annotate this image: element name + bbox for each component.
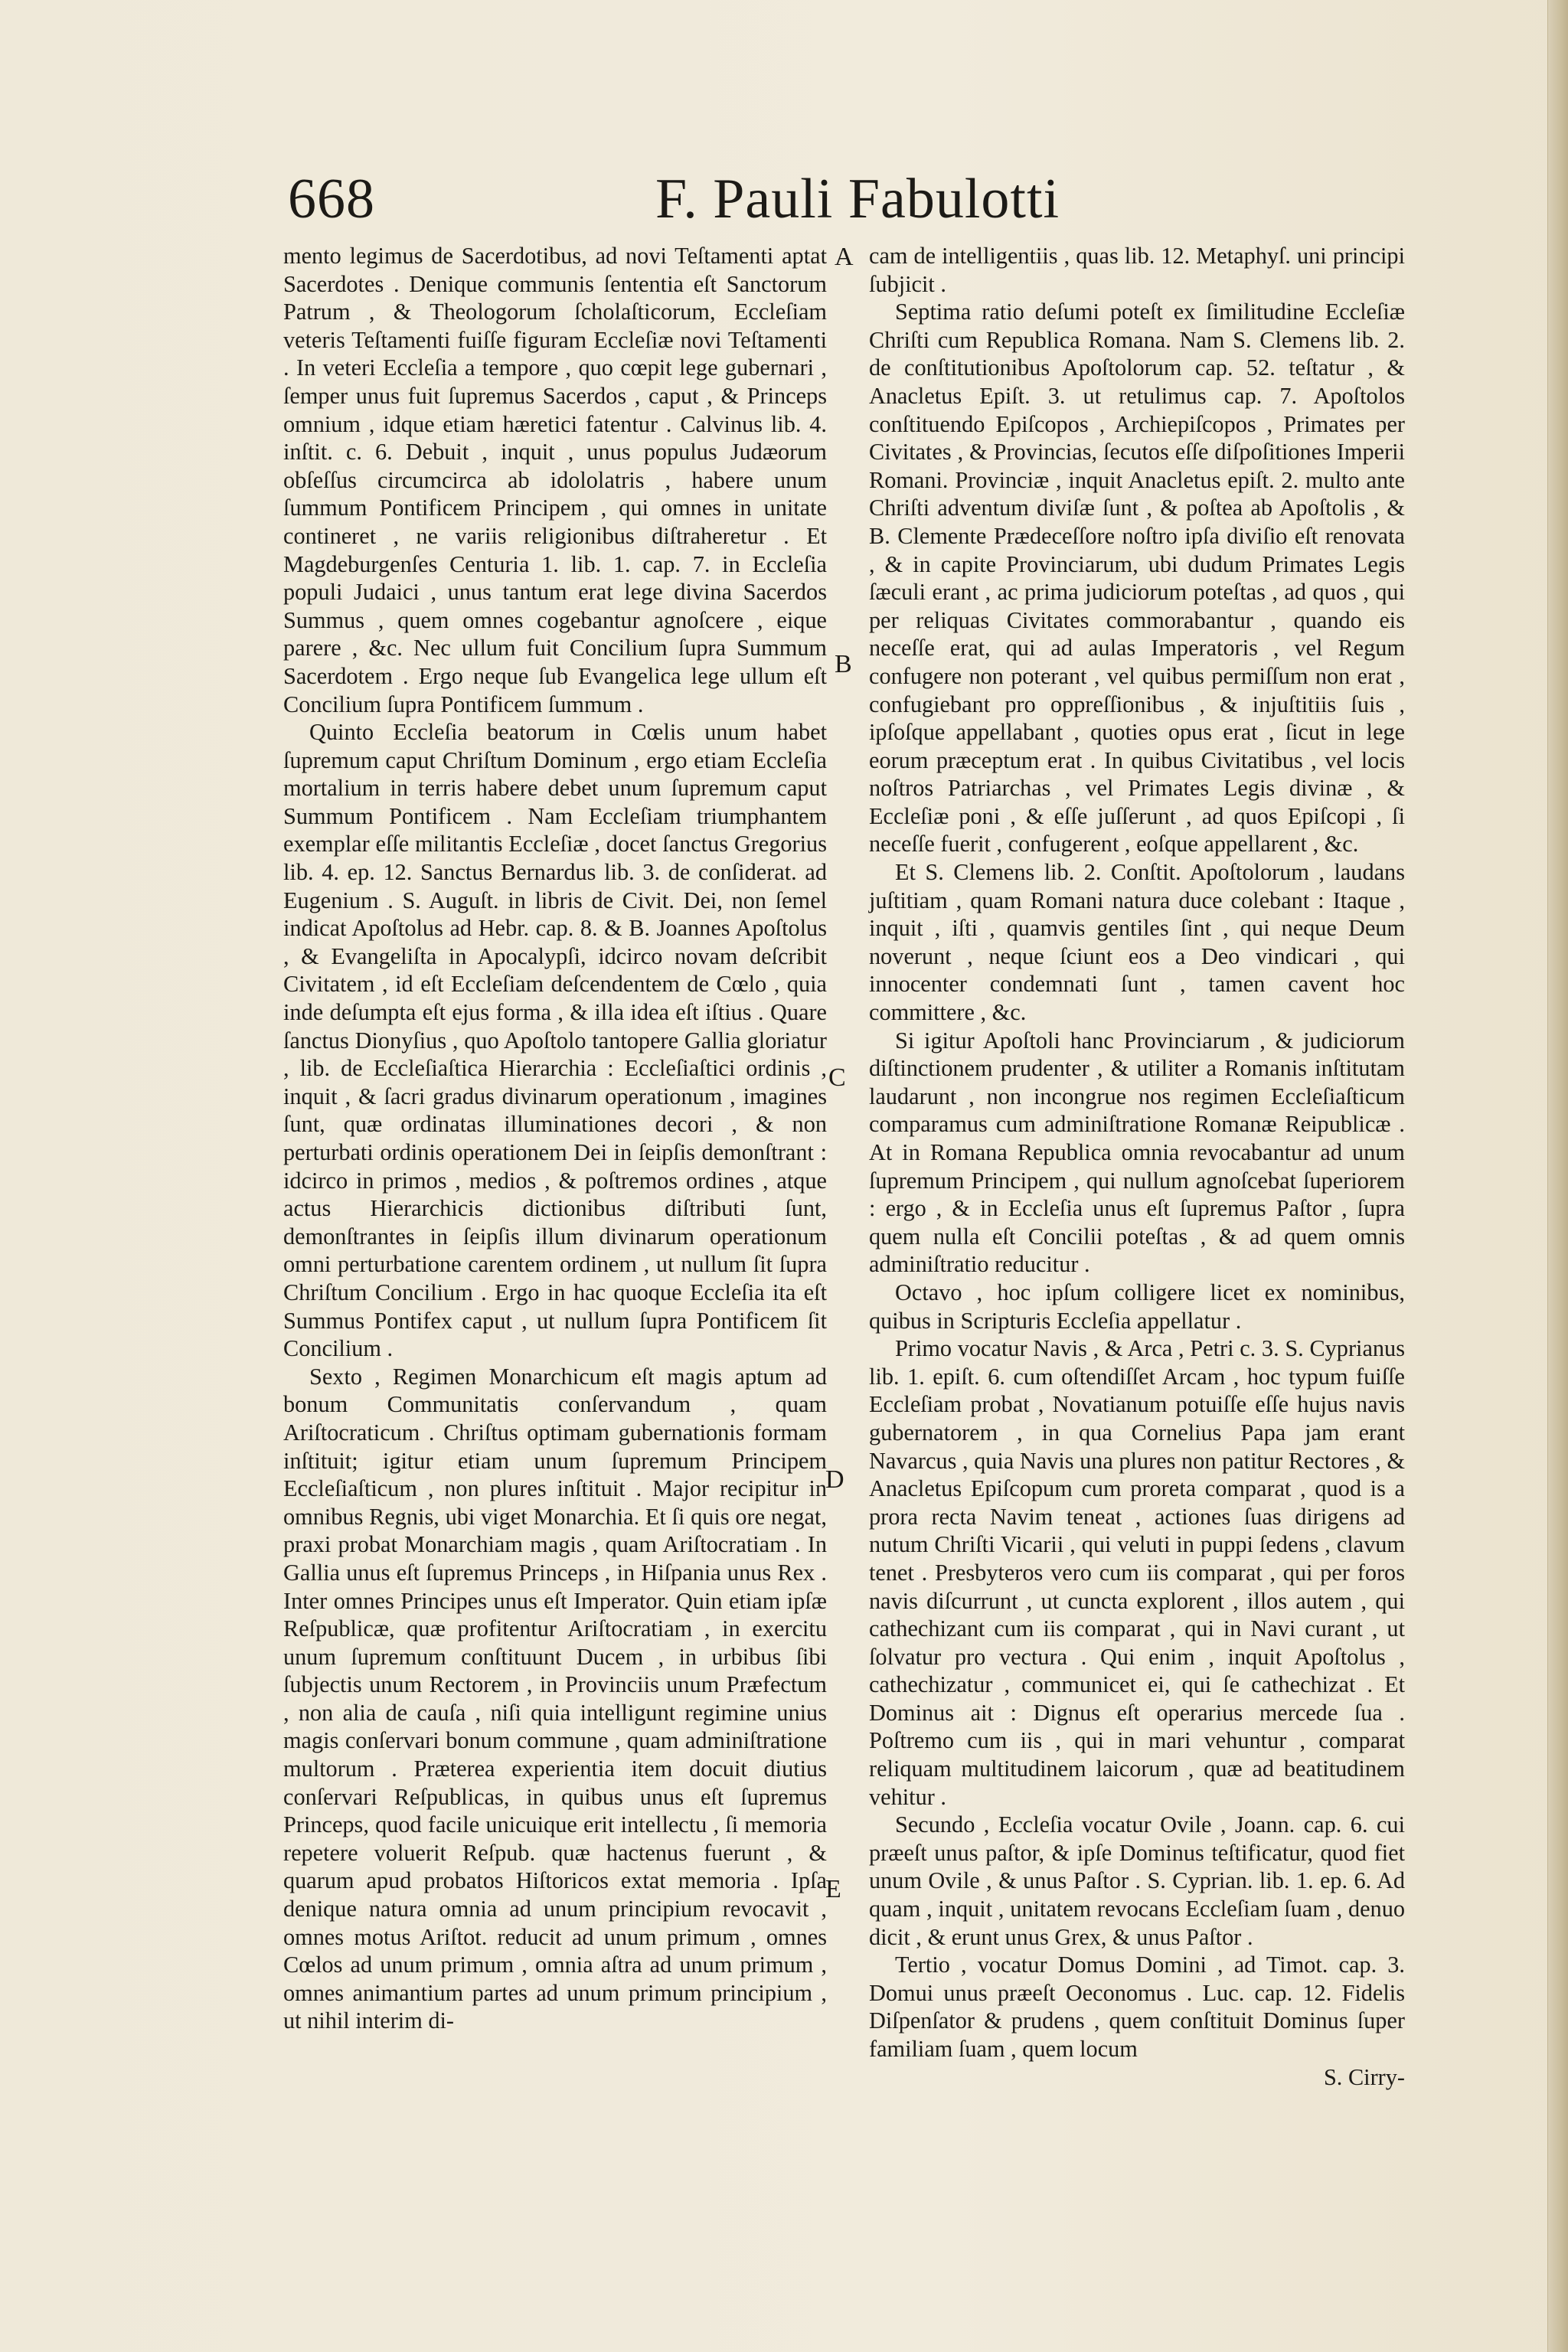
margin-marker-d: D bbox=[825, 1465, 844, 1494]
catchword: S. Cirry- bbox=[1323, 2063, 1405, 2090]
paragraph: Tertio , vocatur Domus Domini , ad Timot. cap. 3. Domui unus præeſt Oeconomus . Luc. cap. 12. Fidelis Diſpenſator & prudens , quem conſtituit Dominus ſuper familiam ſuam , quem locum bbox=[869, 1952, 1405, 2062]
margin-marker-b: B bbox=[835, 650, 852, 678]
right-column bbox=[869, 242, 1405, 2091]
paragraph: Quinto Eccleſia beatorum in Cœlis unum habet ſupremum caput Chriſtum Dominum , ergo etiam Eccleſia mortalium in terris habere debet unum ſupremum caput Summum Pontificem . Nam Eccleſiam triumphantem exemplar eſſe militantis Eccleſiæ , docet ſanctus Gregorius lib. 4. ep. 12. Sanctus Bernardus lib. 3. de conſiderat. ad Eugenium . S. Auguſt. in libris de Civit. Dei, non ſemel indicat Apoſtolus ad Hebr. cap. 8. & B. Joannes Apoſtolus , & Evangeliſta in Apocalypſi, idcirco novam deſcribit Civitatem , id eſt Eccleſiam deſcendentem de Cœlo , quia inde deſumpta eſt ejus forma , & illa idea eſt iſtius . Quare ſanctus Dionyſius , quo Apoſtolo tantopere Gallia gloriatur , lib. de Eccleſiaſtica Hierarchia : Eccleſiaſtici ordinis , inquit , & ſacri gradus divinarum operationum , imagines ſunt, quæ ordinatas illuminationes decori , & non perturbati ordinis operationem Dei in ſeipſis demonſtrant : idcirco in primos , medios , & poſtremos ordines , atque actus Hierarchicis dictionibus diſtributi ſunt, demonſtrantes in ſeipſis illum divinarum operationum omni perturbatione carentem ordinem , ut nullum ſit ſupra Chriſtum Concilium . Ergo in hac quoque Eccleſia ita eſt Summus Pontifex caput , ut nullum ſupra Pontificem ſit Concilium . bbox=[283, 719, 827, 1362]
paragraph: Sexto , Regimen Monarchicum eſt magis aptum ad bonum Communitatis conſervandum , quam Ariſtocraticum . Chriſtus optimam gubernationis formam inſtituit; igitur etiam unum ſupremum Principem Eccleſiaſticum , non plures inſtituit . Major recipitur in omnibus Regnis, ubi viget Monarchia. Et ſi quis ore negat, praxi probat Monarchiam magis , quam Ariſtocratiam . In Gallia unus eſt ſupremus Princeps , in Hiſpania unus Rex . Inter omnes Principes unus eſt Imperator. Quin etiam ipſæ Reſpublicæ, quæ profitentur Ariſtocratiam , in exercitu unum ſupremum conſtituunt Ducem , in urbibus ſibi ſubjectis unum Rectorem , in Provinciis unum Præfectum , non alia de cauſa , niſi quia intelligunt regimine unius magis conſervari bonum commune , quam adminiſtratione multorum . Præterea experientia item docuit diutius conſervari Reſpublicas, in quibus unus eſt ſupremus Princeps, quod facile unicuique erit intellectu , ſi memoria repetere voluerit Reſpub. quæ hactenus fuerunt , & quarum apud probatos Hiſtoricos extat memoria . Ipſa denique natura omnia ad unum principium revocavit , omnes motus Ariſtot. reducit ad unum primum , omnes Cœlos ad unum primum , omnia aſtra ad unum primum , omnes animantium partes ad unum primum principium , ut nihil interim di- bbox=[283, 1363, 827, 2034]
paragraph: mento legimus de Sacerdotibus, ad novi Teſtamenti aptat Sacerdotes . Denique communis ſententia eſt Sanctorum Patrum , & Theologorum ſcholaſticorum, Eccleſiam veteris Teſtamenti fuiſſe figuram Eccleſiæ novi Teſtamenti . In veteri Eccleſia a tempore , quo cœpit lege gubernari , ſemper unus fuit ſupremus Sacerdos , caput , & Princeps omnium , idque etiam hæretici fatentur . Calvinus lib. 4. inſtit. c. 6. Debuit , inquit , unus populus Judæorum obſeſſus circumcirca ab idololatris , habere unum ſummum Pontificem Principem , qui omnes in unitate contineret , ne variis religionibus diſtraheretur . Et Magdeburgenſes Centuria 1. lib. 1. cap. 7. in Eccleſia populi Judaici , unus tantum erat lege divina Sacerdos Summus , quem omnes cogebantur agnoſcere , eique parere , &c. Nec ullum fuit Concilium ſupra Summum Sacerdotem . Ergo neque ſub Evangelica lege ullum eſt Concilium ſupra Pontificem ſummum . bbox=[283, 243, 827, 717]
paragraph: cam de intelligentiis , quas lib. 12. Metaphyſ. uni principi ſubjicit . bbox=[869, 243, 1405, 297]
margin-marker-a: A bbox=[835, 243, 854, 271]
margin-marker-e: E bbox=[825, 1875, 841, 1903]
page-header bbox=[288, 161, 1406, 237]
running-title: F. Pauli Fabulotti bbox=[655, 168, 1060, 230]
left-column bbox=[283, 242, 827, 2035]
page-number: 668 bbox=[288, 168, 375, 230]
paragraph: Si igitur Apoſtoli hanc Provinciarum , & judiciorum diſtinctionem prudenter , & utiliter a Romanis inſtitutam laudarunt , non incongrue nos regimen Eccleſiaſticum comparamus cum adminiſtratione Romanæ Reipublicæ . At in Romana Republica omnia revocabantur ad unum ſupremum Principem , qui nullum agnoſcebat ſuperiorem : ergo , & in Eccleſia unus eſt ſupremus Paſtor , ſupra quem nulla eſt Concilii poteſtas , & ad quem omnis adminiſtratio reducitur . bbox=[869, 1027, 1405, 1278]
page-edge bbox=[1547, 0, 1568, 2352]
paragraph: Septima ratio deſumi poteſt ex ſimilitudine Eccleſiæ Chriſti cum Republica Romana. Nam S. Clemens lib. 2. de conſtitutionibus Apoſtolorum cap. 52. teſtatur , & Anacletus Epiſt. 3. ut retulimus cap. 7. Apoſtolos conſtituendo Epiſcopos , Archiepiſcopos , Primates per Civitates , & Provincias, ſecutos eſſe diſpoſitiones Imperii Romani. Provinciæ , inquit Anacletus epiſt. 2. multo ante Chriſti adventum diviſæ ſunt , & poſtea ab Apoſtolis , & B. Clemente Prædeceſſore noſtro ipſa diviſio eſt renovata , & in capite Provinciarum, ubi dudum Primates Legis ſæculi erant , ac prima judiciorum poteſtas , ad quos , qui per reliquas Civitates commorabantur , quando eis neceſſe erat, qui ad aulas Imperatoris , vel Regum confugere non poterant , vel quibus permiſſum non erat , confugiebant pro oppreſſionibus , & injuſtitiis ſuis , ipſoſque appellabant , quoties opus erat , ſicut in lege eorum præceptum erat . In quibus Civitatibus , vel locis noſtros Patriarchas , vel Primates Legis divinæ , & Eccleſiæ poni , & eſſe juſſerunt , ad quos Epiſcopi , ſi neceſſe fuerit , confugerent , eoſque appellarent , &c. bbox=[869, 299, 1405, 858]
margin-marker-c: C bbox=[828, 1063, 846, 1092]
paragraph: Secundo , Eccleſia vocatur Ovile , Joann. cap. 6. cui præeſt unus paſtor, & ipſe Dominus teſtificatur, quod fiet unum Ovile , & unus Paſtor . S. Cyprian. lib. 1. ep. 6. Ad quam , inquit , unitatem revocans Eccleſiam ſuam , denuo dicit , & erunt unus Grex, & unus Paſtor . bbox=[869, 1811, 1405, 1950]
paragraph: Primo vocatur Navis , & Arca , Petri c. 3. S. Cyprianus lib. 1. epiſt. 6. cum oſtendiſſet Arcam , hoc typum fuiſſe Eccleſiam probat , Novatianum potuiſſe eſſe hujus navis gubernatorem , in qua Cornelius Papa jam erant Navarcus , quia Navis una plures non patitur Rectores , & Anacletus Epiſcopum cum proreta comparat , quod is a prora recta Navim teneat , actiones ſuas dirigens ad nutum Chriſti Vicarii , qui veluti in puppi ſedens , clavum tenet . Presbyteros vero cum iis comparat , qui per foros navis diſcurrunt , ut cuncta explorent , illos autem , qui cathechizant cum iis comparat , qui in Navi curant , ut ſolvatur pro vectura . Qui enim , inquit Apoſtolus , cathechizatur , communicet ei, qui ſe cathechizat . Et Dominus ait : Dignus eſt operarius mercede ſua . Poſtremo cum iis , qui in mari vehuntur , comparat reliquam multitudinem laicorum , quæ ad beatitudinem vehitur . bbox=[869, 1335, 1406, 1810]
paragraph: Et S. Clemens lib. 2. Conſtit. Apoſtolorum , laudans juſtitiam , quam Romani natura duce colebant : Itaque , inquit , iſti , quamvis gentiles ſint , qui neque Deum noverunt , neque ſciunt eos a Deo vindicari , qui innocenter condemnati ſunt , tamen cavent hoc committere , &c. bbox=[869, 859, 1405, 1026]
paragraph: Octavo , hoc ipſum colligere licet ex nominibus, quibus in Scripturis Eccleſia appellatur . bbox=[869, 1279, 1405, 1334]
